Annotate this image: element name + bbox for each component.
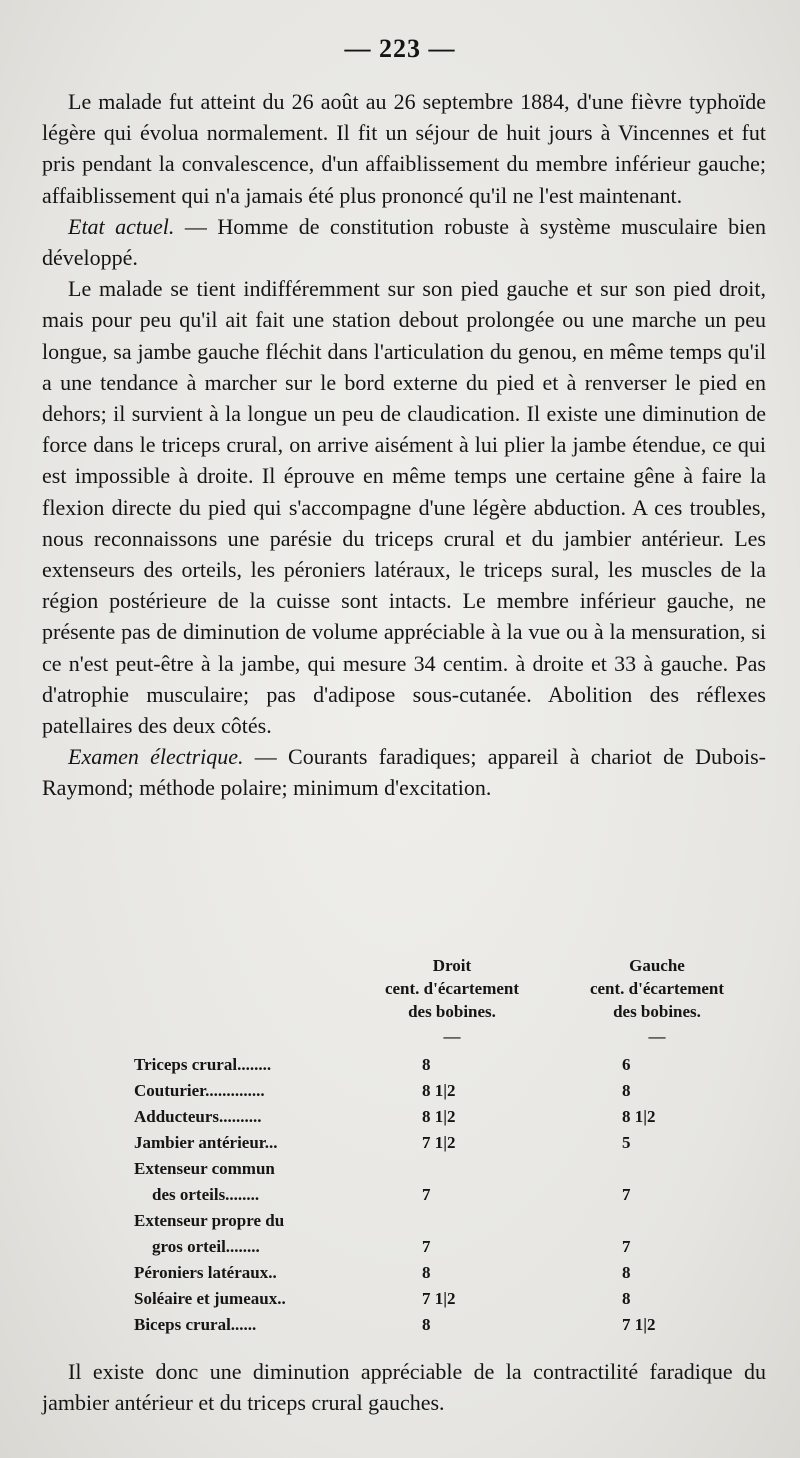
paragraph-text: Le malade se tient indifféremment sur son pied gauche et sur son pied droit, mais pour peu qu'il ait fait une station debout prolongée ou une marche un peu longue, sa jambe gauche fléchit dans l'articulation du genou, en même temps qu'il a une tendance à marcher sur le bord externe du pied et à renverser le pied en dehors; il survient à la longue un peu de claudication. Il existe une diminution de force dans le triceps crural, on arrive aisément à lui plier la jambe étendue, ce qui est impossible à droite. Il éprouve en même temps une certaine gêne à faire la flexion directe du pied qui s'accompagne d'une légère abduction. A ces troubles, nous reconnaissons une parésie du triceps crural et du jambier antérieur. Les extenseurs des orteils, les péroniers latéraux, le triceps sural, les muscles de la région postérieure de la cuisse sont intacts. Le membre inférieur gauche, ne présente pas de diminution de volume appréciable à la vue ou à la mensuration, si ce n'est peut-être à la jambe, qui mesure 34 centim. à droite et 33 à gauche. Pas d'atrophie musculaire; pas d'adipose sous-cutanée. Abolition des réflexes patellaires des deux côtés. (42, 276, 766, 739)
paragraph-text: Le malade fut atteint du 26 août au 26 septembre 1884, d'une fièvre typhoïde légère qui évolua normalement. Il fit un séjour de huit jours à Vincennes et fut pris pendant la convalescence, d'un affaiblissement du membre inférieur gauche; affaiblissement qui n'a jamais été plus prononcé qu'il ne l'est maintenant. (42, 89, 766, 208)
paragraph-lead: Examen électrique. (68, 744, 244, 770)
column-subtitle: des bobines. (408, 1002, 496, 1021)
column-title: Gauche (629, 956, 685, 975)
muscle-label: Biceps crural...... (134, 1315, 257, 1334)
table-row (42, 1208, 766, 1234)
paragraph-text: — Homme de constitution robuste à système musculaire bien développé. (42, 213, 766, 271)
page-number: — 223 — (344, 34, 456, 63)
value-gauche: 7 (622, 1185, 631, 1204)
paragraph-text: — Courants faradiques; appareil à chariot de Dubois-Raymond; méthode polaire; minimum d'excitation. (42, 744, 767, 801)
value-droit: 7 (422, 1185, 431, 1204)
muscle-label: Adducteurs.......... (134, 1107, 262, 1126)
value-droit: 8 1|2 (422, 1107, 456, 1126)
table-row (42, 1104, 766, 1130)
column-subtitle: des bobines. (613, 1002, 701, 1021)
body-text (42, 86, 766, 804)
column-header-gauche (554, 954, 760, 1048)
column-subtitle: cent. d'écartement (589, 979, 725, 998)
paragraph-lead: Etat actuel. (68, 213, 175, 239)
paragraph-examen (42, 741, 766, 803)
table-row (42, 1052, 766, 1078)
table-row (42, 1312, 766, 1338)
column-header-droit (352, 954, 552, 1048)
table-row (42, 1156, 766, 1182)
muscle-label: Péroniers latéraux.. (134, 1263, 277, 1282)
table-row (42, 1260, 766, 1286)
column-dash: — (648, 1027, 666, 1046)
paragraph-etat-actuel (42, 211, 766, 273)
muscle-label: Soléaire et jumeaux.. (134, 1289, 286, 1308)
value-gauche: 8 (622, 1263, 631, 1282)
column-dash: — (443, 1027, 461, 1046)
muscle-label: Extenseur propre du (134, 1211, 285, 1230)
table-row (42, 1182, 766, 1208)
value-droit: 7 (422, 1237, 431, 1256)
muscle-label: Couturier.............. (134, 1081, 265, 1100)
column-title: Droit (432, 956, 472, 975)
conclusion-paragraph: Il existe donc une diminution appréciable de la contractilité faradique du jambier antérieur et du triceps crural gauches. (42, 1359, 766, 1416)
value-gauche: 7 1|2 (622, 1315, 656, 1334)
table-row (42, 1130, 766, 1156)
table-row (42, 1234, 766, 1260)
value-gauche: 6 (622, 1055, 631, 1074)
muscle-label: des orteils........ (152, 1185, 260, 1204)
value-gauche: 5 (622, 1133, 631, 1152)
value-droit: 7 1|2 (422, 1133, 456, 1152)
muscle-label: Extenseur commun (134, 1159, 275, 1178)
column-subtitle: cent. d'écartement (384, 979, 520, 998)
muscle-label: Jambier antérieur... (134, 1133, 278, 1152)
muscle-label: Triceps crural........ (134, 1055, 272, 1074)
value-gauche: 8 1|2 (622, 1107, 656, 1126)
muscle-label: gros orteil........ (152, 1237, 260, 1256)
value-gauche: 8 (622, 1081, 631, 1100)
value-droit: 8 (422, 1055, 431, 1074)
value-gauche: 7 (622, 1237, 631, 1256)
paragraph-description (42, 273, 766, 741)
paragraph-history (42, 86, 766, 211)
table-row (42, 1078, 766, 1104)
value-gauche: 8 (622, 1289, 631, 1308)
value-droit: 8 1|2 (422, 1081, 456, 1100)
value-droit: 8 (422, 1263, 431, 1282)
value-droit: 8 (422, 1315, 431, 1334)
value-droit: 7 1|2 (422, 1289, 456, 1308)
table-row (42, 1286, 766, 1312)
